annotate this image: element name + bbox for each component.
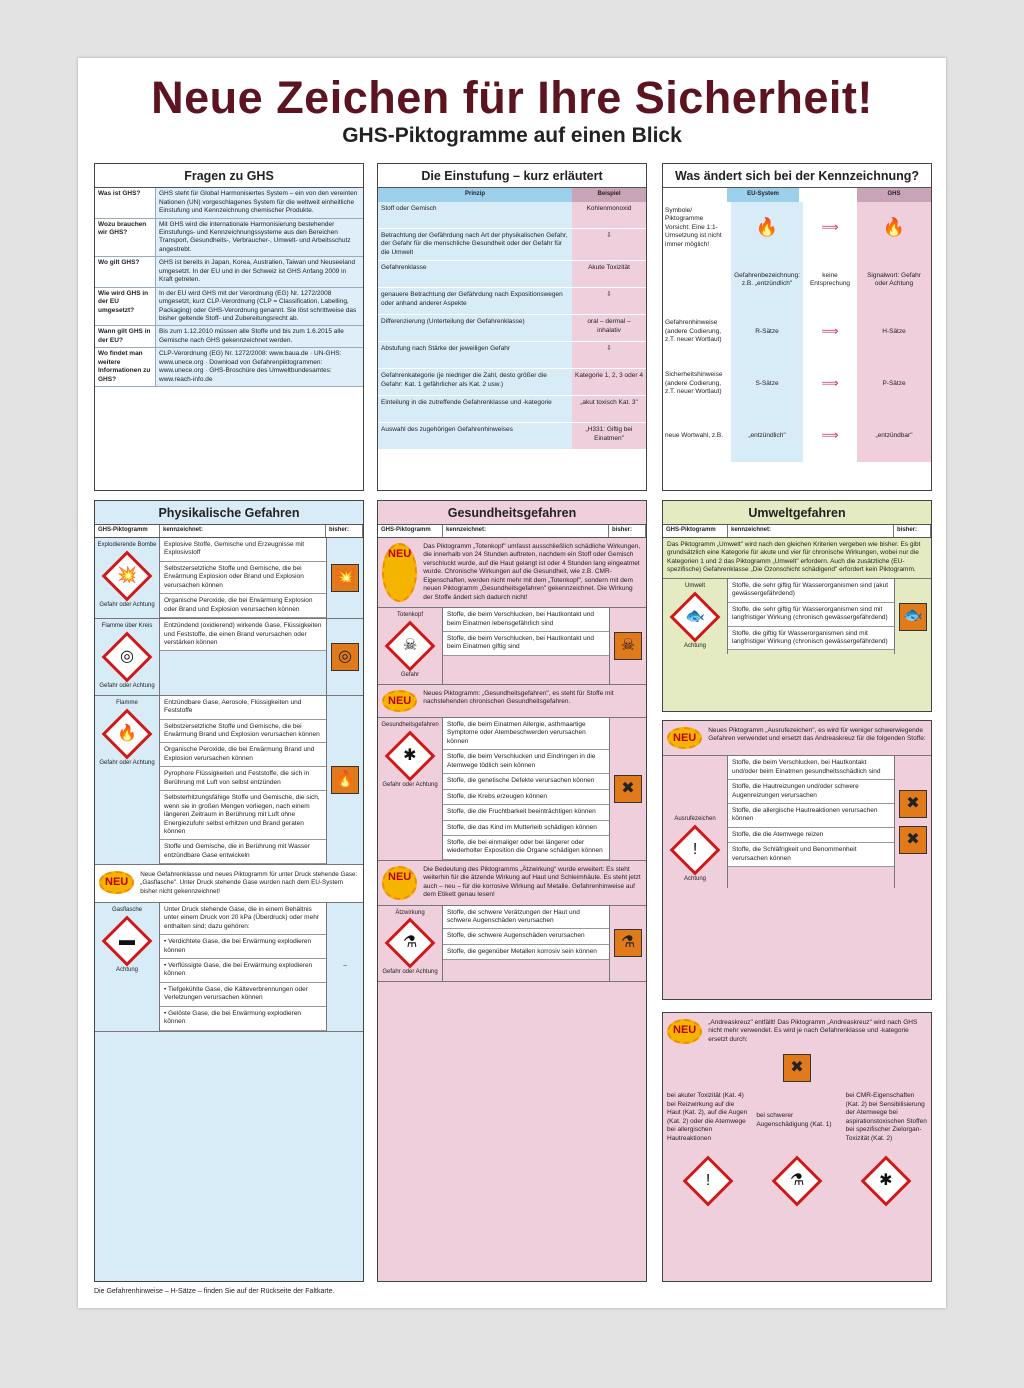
neu-badge: NEU [382, 543, 417, 602]
phys-item: Selbsterhitzungsfähige Stoffe und Gemische, die sich, wenn sie in großen Mengen vorliegen, nach einem längeren Zeitraum in Berührung mit Luft ohne Energiezufuhr selbst erhitzen und Brand geraten können [160, 791, 326, 840]
kennz-eu: 🔥 [731, 202, 803, 254]
umwelt-item: Stoffe, die sehr giftig für Wasserorganismen sind (akut gewässergefährdend) [728, 579, 894, 603]
old-symbol-icon: 💥 [331, 564, 359, 592]
gesund-item: Stoffe, die beim Einatmen Allergie, asthmaartige Symptome oder Atembeschwerden verursachen können [443, 718, 609, 750]
einstufung-beispiel: Kohlenmonoxid [572, 202, 646, 228]
gasflasche-signal: Achtung [115, 966, 139, 973]
einstufung-prinzip: genauere Betrachtung der Gefährdung nach Expositionswegen oder anhand anderer Aspekte [378, 288, 572, 314]
u-col-kenn: kennzeichnet: [728, 525, 894, 537]
kennz-label [663, 278, 731, 282]
phys-group-signal: Gefahr oder Achtung [99, 601, 155, 608]
fragen-answer: CLP-Verordnung (EG) Nr. 1272/2008: www.baua.de · UN-GHS: www.unece.org · Download von Gefahrenpiktogrammen: www.unece.org · GHS-Broschüre des Umweltbundesamtes: www.reach-info.de [156, 348, 363, 386]
phys-group-icon [102, 550, 153, 601]
fragen-row [95, 288, 363, 327]
fragen-question: Wozu brauchen wir GHS? [95, 219, 156, 257]
col-bisher: bisher: [326, 525, 363, 537]
phys-neu-text: Neue Gefahrenklasse und neues Piktogramm für unter Druck stehende Gase: „Gasflasche". Unter Druck stehende Gase wurden nach dem EU-System bisher nicht gekennzeichnet! [140, 871, 358, 895]
einstufung-row [378, 423, 646, 450]
gesund-signal: Gefahr oder Achtung [382, 781, 438, 788]
einstufung-prinzip: Auswahl des zugehörigen Gefahrenhinweises [378, 423, 572, 449]
kennz-eu: S-Sätze [731, 358, 803, 410]
phys-item: Organische Peroxide, die bei Erwärmung Explosion oder Brand und Explosion verursachen können [160, 594, 326, 618]
gesund-item: Stoffe, die die Fruchtbarkeit beeinträchtigen können [443, 805, 609, 820]
einstufung-row [378, 315, 646, 342]
fragen-panel [94, 163, 364, 491]
kennz-eu: „entzündlich" [731, 410, 803, 462]
gas-item: • Verflüssigte Gase, die bei Erwärmung explodieren können [160, 959, 326, 983]
old-symbol-icon: 🔥 [331, 766, 359, 794]
phys-group-icon [102, 708, 153, 759]
gesund-item: Stoffe, die Krebs erzeugen können [443, 790, 609, 805]
fragen-row [95, 219, 363, 258]
arrow-right-icon: ⟹ [821, 220, 839, 235]
phys-group-symbol [95, 619, 160, 695]
totenkopf-signal: Gefahr [400, 671, 420, 678]
totenkopf-item: Stoffe, die beim Verschlucken, bei Hautkontakt und beim Einatmen giftig sind [443, 632, 609, 656]
kennz-eu: Gefahrenbezeichnung: z.B. „entzündlich" [731, 254, 803, 306]
phys-group-symbol [95, 696, 160, 865]
skull-icon: ☠ [385, 620, 436, 671]
neu-badge: NEU [382, 690, 417, 712]
phys-group-signal: Gefahr oder Achtung [99, 759, 155, 766]
old-symbol-icon: ◎ [331, 643, 359, 671]
gesund-neu3: Die Bedeutung des Piktogramms „Ätzwirkung" wurde erweitert: Es steht weiterhin für die ätzende Wirkung auf Haut und Schleimhäute. Es steht jetzt auch – neu – für die korrosive Wirkung auf Metalle. Gefahrenhinweise auf dem Etikett genau lesen! [423, 865, 641, 899]
col-kenn: kennzeichnet: [160, 525, 326, 537]
page-title: Neue Zeichen für Ihre Sicherheit! [151, 72, 873, 123]
phys-item: Selbstzersetzliche Stoffe und Gemische, die bei Erwärmung Explosion oder Brand und Explosion verursachen können [160, 562, 326, 594]
kennz-ghs: P-Sätze [857, 358, 931, 410]
einstufung-row [378, 369, 646, 396]
phys-group-bisher [326, 619, 363, 695]
einstufung-beispiel: „akut toxisch Kat. 3" [572, 396, 646, 422]
phys-group-symbol [95, 538, 160, 618]
kennz-col-ghs: GHS [857, 188, 931, 202]
ausrufe-name: Ausrufezeichen [674, 816, 716, 823]
einstufung-beispiel: „H331: Giftig bei Einatmen" [572, 423, 646, 449]
phys-group-section [95, 538, 363, 619]
phys-group-bisher [326, 696, 363, 865]
phys-group-name: Explodierende Bombe [97, 542, 157, 549]
kennz-row [663, 306, 931, 358]
ausrufe-item: Stoffe, die die Atemwege reizen [728, 828, 894, 843]
fragen-question: Wie wird GHS in der EU umgesetzt? [95, 288, 156, 326]
arrow-right-icon: ⟹ [821, 428, 839, 443]
andreas-neu: „Andreaskreuz" entfällt! Das Piktogramm „Andreaskreuz" wird nach GHS nicht mehr verwendet. Es wird je nach Gefahrenklasse und -kategorie ersetzt durch: [708, 1019, 918, 1043]
phys-group-bisher [326, 538, 363, 618]
page-subtitle: GHS-Piktogramme auf einen Blick [342, 124, 682, 147]
neu-badge: NEU [667, 727, 702, 749]
einstufung-beispiel: Kategorie 1, 2, 3 oder 4 [572, 369, 646, 395]
kennz-arrow [803, 324, 857, 340]
gesund-neu2: Neues Piktogramm: „Gesundheitsgefahren", es steht für Stoffe mit nachstehenden chronischen Gesundheitsgefahren. [423, 689, 614, 706]
phys-group-section [95, 696, 363, 866]
gesund-item: Stoffe, die bei einmaliger oder bei längerer oder wiederholter Exposition die Organe schädigen können [443, 836, 609, 860]
phys-item: Organische Peroxide, die bei Erwärmung Brand und Explosion verursachen können [160, 743, 326, 767]
fragen-answer: Mit GHS wird die internationale Harmonisierung bestehender Einstufungs- und Kennzeichnungssysteme aus den Bereichen Transport, Gesundheits-, Verbraucher-, Umwelt- und Arbeitsschutz angestrebt. [156, 219, 363, 257]
einstufung-beispiel: Akute Toxizität [572, 261, 646, 287]
kennz-arrow [803, 220, 857, 236]
fragen-question: Wann gilt GHS in der EU? [95, 326, 156, 347]
andreas-cross-icon: ✖ [783, 1054, 811, 1082]
kennz-arrow: keine Entsprechung [809, 271, 851, 288]
gas-item: Unter Druck stehende Gase, die in einem Behältnis unter einem Druck von 20 kPa (Überdruck) oder mehr enthalten sind; dazu gehören: [160, 903, 326, 935]
kennz-label: Gefahrenhinweise (andere Codierung, z.T. neuer Wortlaut) [665, 319, 722, 344]
gesund-name: Gesundheitsgefahren [381, 722, 439, 728]
einstufung-prinzip: Betrachtung der Gefährdung nach Art der physikalischen Gefahr, der Gefahr für die menschliche Gesundheit oder der Gefahr für die Umwelt [378, 229, 572, 260]
einstufung-prinzip: Abstufung nach Stärke der jeweiligen Gefahr [378, 342, 572, 368]
kennz-row [663, 254, 931, 306]
andreas-mid: bei schwerer Augenschädigung (Kat. 1) [756, 1112, 832, 1128]
ausrufe-signal: Achtung [683, 876, 707, 883]
kennz-col-eu: EU-System [727, 188, 799, 202]
gesund-item: Stoffe, die das Kind im Mutterleib schädigen können [443, 821, 609, 836]
aetz-item: Stoffe, die gegenüber Metallen korrosiv sein können [443, 945, 609, 960]
phys-group-items [160, 696, 326, 865]
phys-group-name: Flamme [116, 699, 138, 706]
phys-item: Entzündbare Gase, Aerosole, Flüssigkeiten und Feststoffe [160, 696, 326, 720]
old-cross-icon: ✖ [899, 790, 927, 818]
gas-item: • Tiefgekühlte Gase, die Kälteverbrennungen oder Verletzungen verursachen können [160, 983, 326, 1007]
fragen-row [95, 188, 363, 218]
gasflasche-name: Gasflasche [111, 906, 142, 913]
ausrufe-neu: Neues Piktogramm „Ausrufezeichen", es wird für weniger schwerwiegende Gefahren verwendet und ersetzt das Andreaskreuz für die folgenden Stoffe: [708, 727, 926, 743]
kennz-ghs: 🔥 [857, 202, 931, 254]
phys-item: Stoffe und Gemische, die in Berührung mit Wasser entzündbare Gase entwickeln [160, 840, 326, 864]
kennzeichnung-panel [662, 163, 932, 491]
phys-group-glyph: ◎ [120, 647, 134, 665]
physikalisch-heading: Physikalische Gefahren [95, 501, 363, 525]
einstufung-heading: Die Einstufung – kurz erläutert [378, 164, 646, 188]
gas-cylinder-icon: ▬ [102, 915, 153, 966]
kennz-row [663, 410, 931, 462]
neu-badge: NEU [382, 866, 417, 900]
umwelt-panel [662, 500, 932, 712]
neu-badge: NEU [667, 1019, 702, 1044]
ausrufe-item: Stoffe, die allergische Hautreaktionen verursachen können [728, 804, 894, 828]
fragen-answer: GHS ist bereits in Japan, Korea, Australien, Taiwan und Neuseeland umgesetzt. In der EU und in der Schweiz ist GHS Anfang 2009 in Kraft getreten. [156, 257, 363, 286]
einstufung-row [378, 202, 646, 229]
ausrufe-item: Stoffe, die Hautreizungen und/oder schwere Augenreizungen verursachen [728, 780, 894, 804]
phys-group-signal: Gefahr oder Achtung [99, 682, 155, 689]
totenkopf-name: Totenkopf [396, 612, 424, 619]
einstufung-beispiel: oral – dermal – inhalativ [572, 315, 646, 341]
totenkopf-item: Stoffe, die beim Verschlucken, bei Hautkontakt und beim Einatmen lebensgefährlich sind [443, 608, 609, 632]
gas-item: • Gelöste Gase, die bei Erwärmung explodieren können [160, 1007, 326, 1031]
kennz-ghs: H-Sätze [857, 306, 931, 358]
old-skull-icon: ☠ [614, 632, 642, 660]
kennz-arrow [803, 428, 857, 444]
einstufung-beispiel: ⇩ [572, 288, 646, 314]
phys-group-name: Flamme über Kreis [101, 623, 153, 630]
phys-item: Selbstzersetzliche Stoffe und Gemische, die bei Erwärmung Brand und Explosion verursachen können [160, 720, 326, 744]
fragen-heading: Fragen zu GHS [95, 164, 363, 188]
umwelt-item: Stoffe, die sehr giftig für Wasserorganismen sind mit langfristiger Wirkung (chronisch gewässergefährdend) [728, 603, 894, 627]
arrow-right-icon: ⟹ [821, 376, 839, 391]
aetz-name: Ätzwirkung [395, 909, 425, 916]
andreas-right: bei CMR-Eigenschaften (Kat. 2) bei Sensibilisierung der Atemwege bei aspirationstoxischen Stoffen bei spezifischer Zielorgan-Toxizität (Kat. 2) [845, 1092, 927, 1142]
einstufung-col-beispiel: Beispiel [572, 188, 646, 202]
einstufung-col-prinzip: Prinzip [378, 188, 572, 202]
u-col-bisher: bisher: [894, 525, 931, 537]
corrosion-icon: ⚗ [385, 918, 436, 969]
footer-note: Die Gefahrenhinweise – H-Sätze – finden Sie auf der Rückseite der Faltkarte. [94, 1288, 335, 1295]
phys-group-items [160, 619, 326, 695]
einstufung-beispiel: ⇩ [572, 342, 646, 368]
umwelt-heading: Umweltgefahren [663, 501, 931, 525]
exclamation-icon: ! [670, 825, 721, 876]
environment-icon: 🐟 [670, 591, 721, 642]
kennz-row [663, 358, 931, 410]
old-cross-icon-2: ✖ [899, 826, 927, 854]
kennz-arrow [803, 376, 857, 392]
fragen-row [95, 348, 363, 387]
kennz-row [663, 202, 931, 254]
g-col-pikto: GHS-Piktogramm [378, 525, 443, 537]
kennz-label: Symbole/ Piktogramme Vorsicht: Eine 1:1-Umsetzung ist nicht immer möglich! [665, 206, 722, 248]
phys-item: Entzündend (oxidierend) wirkende Gase, Flüssigkeiten und Feststoffe, die einen Brand verursachen oder verstärken können [160, 619, 326, 651]
umwelt-item: Stoffe, die giftig für Wasserorganismen sind mit langfristiger Wirkung (chronisch gewässergefährdend) [728, 627, 894, 651]
einstufung-row [378, 261, 646, 288]
kennz-label: Sicherheitshinweise (andere Codierung, z.T. neuer Wortlaut) [665, 371, 723, 396]
exclamation-icon: ! [682, 1155, 733, 1206]
kennz-eu: R-Sätze [731, 306, 803, 358]
gesundheit-panel [377, 500, 647, 1282]
gesund-neu1: Das Piktogramm „Totenkopf" umfasst ausschließlich schädliche Wirkungen, die innerhalb von 24 Stunden auftreten, nachdem ein Stoff oder Gemisch verschluckt wurde, auf die Haut gelangt ist oder 4 Stunden lang eingeatmet wurde. Chronische Wirkungen auf die Gesundheit, wie z.B. CMR-Eigenschaften, werden nicht mehr mit dem „Totenkopf", sondern mit dem neuen Piktogramm „Gesundheitsgefahren" gekennzeichnet. Die Wirkung der Stoffe ändert sich dadurch nicht! [423, 543, 641, 601]
u-col-pikto: GHS-Piktogramm [663, 525, 728, 537]
fragen-row [95, 257, 363, 287]
kennz-ghs: Signalwort: Gefahr oder Achtung [857, 254, 931, 306]
phys-group-section [95, 619, 363, 696]
kennz-ghs: „entzündbar" [857, 410, 931, 462]
col-pikto: GHS-Piktogramm [95, 525, 160, 537]
einstufung-prinzip: Gefahrenklasse [378, 261, 572, 287]
health-hazard-icon: ✱ [861, 1155, 912, 1206]
poster [78, 58, 946, 1308]
einstufung-prinzip: Gefahrenkategorie (je niedriger die Zahl, desto größer die Gefahr: Kat. 1 gefährlicher als Kat. 2 usw.) [378, 369, 572, 395]
gesundheit-heading: Gesundheitsgefahren [378, 501, 646, 525]
fragen-question: Wo findet man weitere Informationen zu GHS? [95, 348, 156, 386]
einstufung-row [378, 229, 646, 261]
physikalisch-panel [94, 500, 364, 1282]
aetz-section [378, 906, 646, 983]
aetz-item: Stoffe, die schwere Augenschäden verursachen [443, 929, 609, 944]
gesundheitsgefahr-section [378, 718, 646, 861]
old-environment-icon: 🐟 [899, 603, 927, 631]
einstufung-prinzip: Einteilung in die zutreffende Gefahrenklasse und -kategorie [378, 396, 572, 422]
fragen-answer: In der EU wird GHS mit der Verordnung (EG) Nr. 1272/2008 umgesetzt, kurz CLP-Verordnung (CLP = Classification, Labelling, Packaging) oder GHS-Verordnung genannt. Sie löst schrittweise das bisher geltende Stoff- und Zubereitungsrecht ab. [156, 288, 363, 326]
einstufung-prinzip: Stoff oder Gemisch [378, 202, 572, 228]
fragen-answer: GHS steht für Global Harmonisiertes System – ein von den vereinten Nationen (UN) vorgeschlagenes System für die weltweit einheitliche Einstufung und Kennzeichnung chemischer Produkte. [156, 188, 363, 217]
fragen-question: Wo gilt GHS? [95, 257, 156, 286]
aetz-item: Stoffe, die schwere Verätzungen der Haut und schwere Augenschäden verursachen [443, 906, 609, 930]
gas-item: • Verdichtete Gase, die bei Erwärmung explodieren können [160, 935, 326, 959]
kennzeichnung-heading: Was ändert sich bei der Kennzeichnung? [663, 164, 931, 188]
fragen-row [95, 326, 363, 348]
ausrufe-item: Stoffe, die beim Verschlucken, bei Hautkontakt und/oder beim Einatmen gesundheitsschädlich sind [728, 756, 894, 780]
einstufung-beispiel: ⇩ [572, 229, 646, 260]
phys-group-glyph: 💥 [117, 566, 137, 584]
einstufung-row [378, 288, 646, 315]
andreas-panel [662, 1012, 932, 1282]
old-corrosive-icon: ⚗ [614, 929, 642, 957]
aetz-signal: Gefahr oder Achtung [382, 969, 438, 976]
neu-badge: NEU [99, 871, 134, 893]
einstufung-row [378, 342, 646, 369]
einstufung-prinzip: Differenzierung (Unterteilung der Gefahrenklasse) [378, 315, 572, 341]
fragen-question: Was ist GHS? [95, 188, 156, 217]
g-col-kenn: kennzeichnet: [443, 525, 609, 537]
umwelt-signal: Achtung [683, 642, 707, 649]
phys-item: Pyrophore Flüssigkeiten und Feststoffe, die sich in Berührung mit Luft von selbst entzünden [160, 767, 326, 791]
phys-group-items [160, 538, 326, 618]
corrosion-icon: ⚗ [772, 1155, 823, 1206]
ausrufe-panel [662, 720, 932, 1000]
g-col-bisher: bisher: [609, 525, 646, 537]
einstufung-panel [377, 163, 647, 491]
phys-group-icon [102, 631, 153, 682]
health-hazard-icon: ✱ [385, 730, 436, 781]
phys-group-glyph: 🔥 [117, 724, 137, 742]
gesund-item: Stoffe, die genetische Defekte verursachen können [443, 774, 609, 789]
kennz-label: neue Wortwahl, z.B. [665, 431, 724, 439]
ausrufe-item: Stoffe, die Schläfrigkeit und Benommenheit verursachen können [728, 843, 894, 867]
arrow-right-icon: ⟹ [821, 324, 839, 339]
andreas-left: bei akuter Toxizität (Kat. 4) bei Reizwirkung auf die Haut (Kat. 2), auf die Augen (Kat. 2) oder die Atemwege bei allergischen Hautreaktionen [667, 1092, 748, 1142]
old-cross-icon: ✖ [614, 775, 642, 803]
umwelt-name: Umwelt [684, 582, 705, 589]
gasflasche-section [95, 903, 363, 1032]
fragen-answer: Bis zum 1.12.2010 müssen alle Stoffe und bis zum 1.6.2015 alle Gemische nach GHS gekennzeichnet werden. [156, 326, 363, 347]
gesund-item: Stoffe, die beim Verschlucken und Eindringen in die Atemwege tödlich sein können [443, 750, 609, 774]
phys-item: Explosive Stoffe, Gemische und Erzeugnisse mit Explosivstoff [160, 538, 326, 562]
gasflasche-bisher: – [326, 903, 363, 1031]
umwelt-intro: Das Piktogramm „Umwelt" wird nach den gleichen Kriterien vergeben wie bisher. Es gibt grundsätzlich eine Kategorie für akute und vier für chronische Wirkungen, wobei nur die Kategorien 1 und 2 das Piktogramm „Umwelt" erfordern. Auch die zusätzliche (EU-spezifische) Gefahrenklasse „Die Ozonschicht schädigend" erfordert kein Piktogramm. [663, 538, 931, 579]
totenkopf-section [378, 608, 646, 685]
einstufung-row [378, 396, 646, 423]
